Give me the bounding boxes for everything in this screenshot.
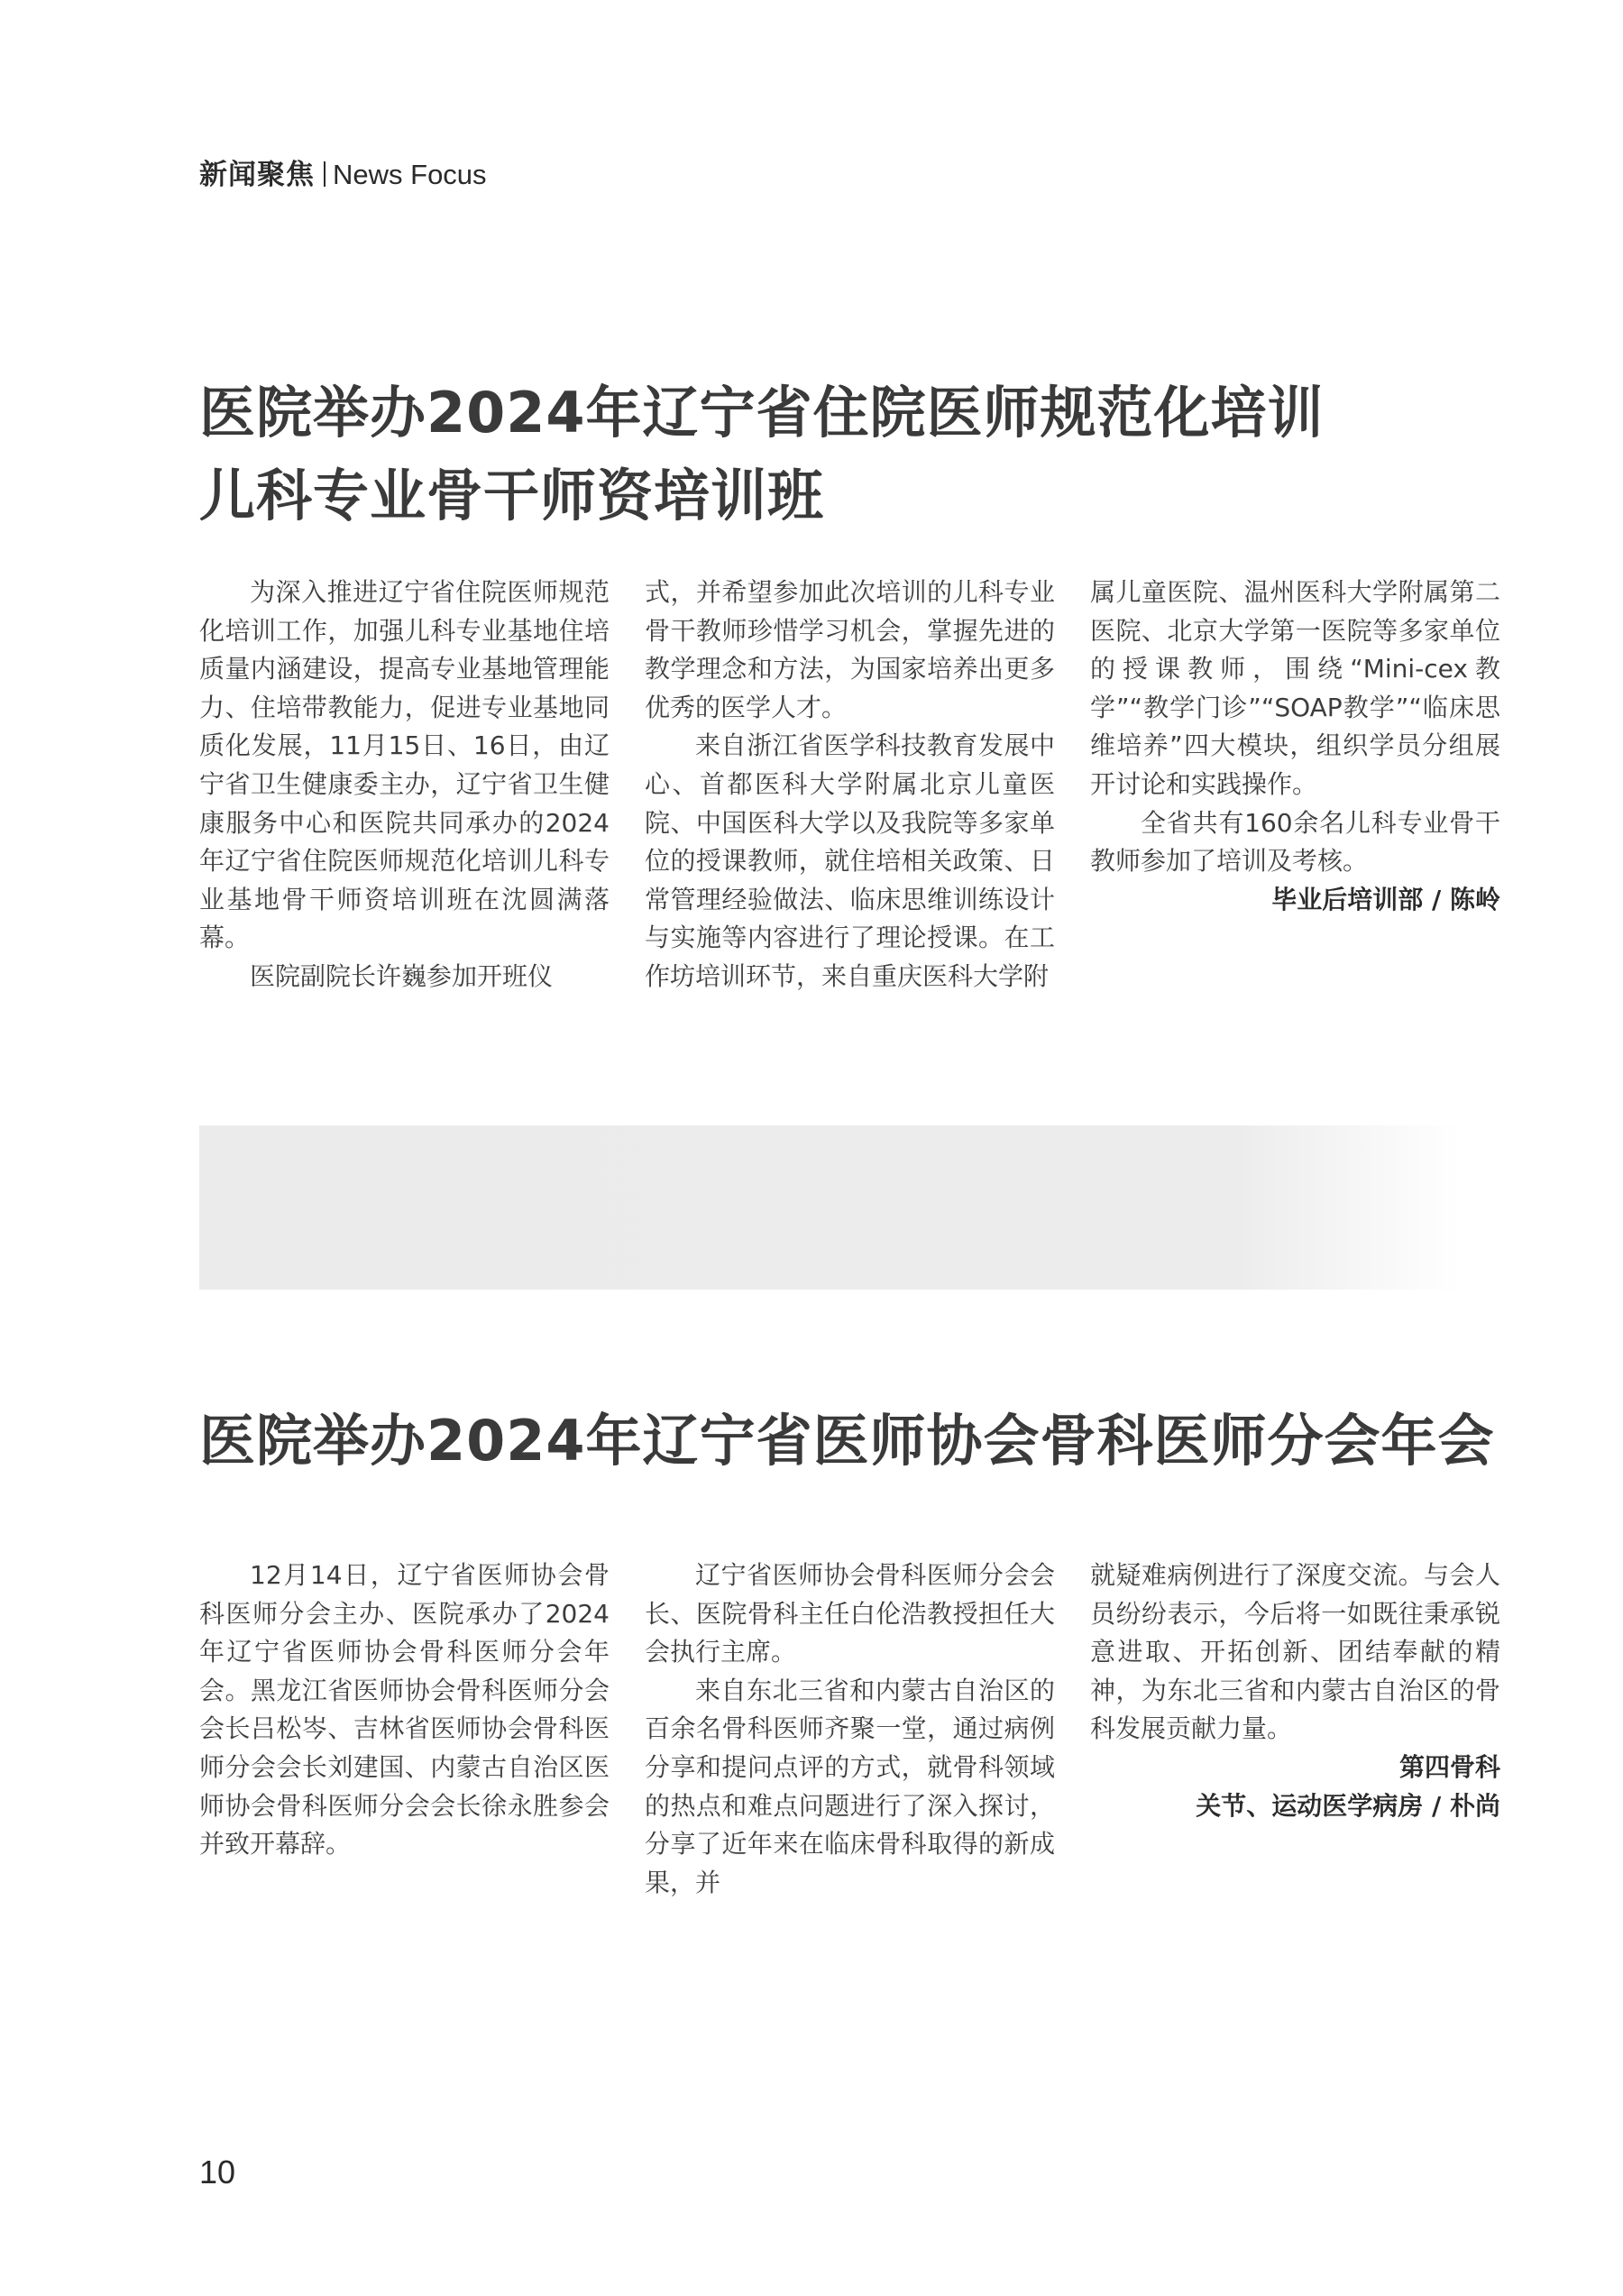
section-divider xyxy=(324,161,326,187)
article1-column-1 xyxy=(199,574,610,996)
article2-column-2 xyxy=(645,1557,1055,1902)
article1-column-3 xyxy=(1090,574,1500,919)
article2-column-1 xyxy=(199,1557,610,1864)
article2-byline-line2: 关节、运动医学病房 / 朴尚 xyxy=(1196,1790,1500,1821)
article2-column-3 xyxy=(1090,1557,1500,1825)
article1-paragraph: 式，并希望参加此次培训的儿科专业骨干教师珍惜学习机会，掌握先进的教学理念和方法，为国家培养出更多优秀的医学人才。 xyxy=(645,577,1055,722)
section-header xyxy=(199,152,487,192)
article2-paragraph: 12月14日，辽宁省医师协会骨科医师分会主办、医院承办了2024年辽宁省医师协会骨科医师分会年会。黑龙江省医师协会骨科医师分会会长吕松岑、吉林省医师协会骨科医师分会会长刘建国、内蒙古自治区医师协会骨科医师分会会长徐永胜参会并致开幕辞。 xyxy=(199,1560,610,1860)
article1-column-2 xyxy=(645,574,1055,996)
article1-title-line2: 儿科专业骨干师资培训班 xyxy=(199,463,825,528)
article2-byline-line1: 第四骨科 xyxy=(1398,1751,1500,1782)
article1-title xyxy=(199,372,1325,537)
article2-title: 医院举办2024年辽宁省医师协会骨科医师分会年会 xyxy=(199,1408,1495,1474)
article2-paragraph: 来自东北三省和内蒙古自治区的百余名骨科医师齐聚一堂，通过病例分享和提问点评的方式，就骨科领域的热点和难点问题进行了深入探讨，分享了近年来在临床骨科取得的新成果，并 xyxy=(645,1675,1055,1897)
article2-paragraph: 就疑难病例进行了深度交流。与会人员纷纷表示，今后将一如既往秉承锐意进取、开拓创新、团结奉献的精神，为东北三省和内蒙古自治区的骨科发展贡献力量。 xyxy=(1090,1560,1500,1744)
section-name-cn: 新闻聚焦 xyxy=(199,159,315,191)
decorative-banner xyxy=(199,1125,1462,1290)
article1-paragraph: 全省共有160余名儿科专业骨干教师参加了培训及考核。 xyxy=(1090,807,1500,877)
article2-paragraph: 辽宁省医师协会骨科医师分会会长、医院骨科主任白伦浩教授担任大会执行主席。 xyxy=(645,1560,1055,1667)
article1-byline: 毕业后培训部 / 陈岭 xyxy=(1271,884,1500,914)
section-name-en: News Focus xyxy=(333,159,487,190)
article1-paragraph: 属儿童医院、温州医科大学附属第二医院、北京大学第一医院等多家单位的授课教师，围绕“Mini-cex教学”“教学门诊”“SOAP教学”“临床思维培养”四大模块，组织学员分组展开讨论和实践操作。 xyxy=(1090,577,1500,799)
article1-paragraph: 来自浙江省医学科技教育发展中心、首都医科大学附属北京儿童医院、中国医科大学以及我院等多家单位的授课教师，就住培相关政策、日常管理经验做法、临床思维训练设计与实施等内容进行了理论授课。在工作坊培训环节，来自重庆医科大学附 xyxy=(645,730,1055,991)
article1-paragraph: 医院副院长许巍参加开班仪 xyxy=(250,960,554,991)
article1-paragraph: 为深入推进辽宁省住院医师规范化培训工作，加强儿科专业基地住培质量内涵建设，提高专业基地管理能力、住培带教能力，促进专业基地同质化发展，11月15日、16日，由辽宁省卫生健康委主办，辽宁省卫生健康服务中心和医院共同承办的2024年辽宁省住院医师规范化培训儿科专业基地骨干师资培训班在沈圆满落幕。 xyxy=(199,577,610,953)
page-number: 10 xyxy=(199,2154,236,2190)
article1-title-line1: 医院举办2024年辽宁省住院医师规范化培训 xyxy=(199,380,1325,445)
